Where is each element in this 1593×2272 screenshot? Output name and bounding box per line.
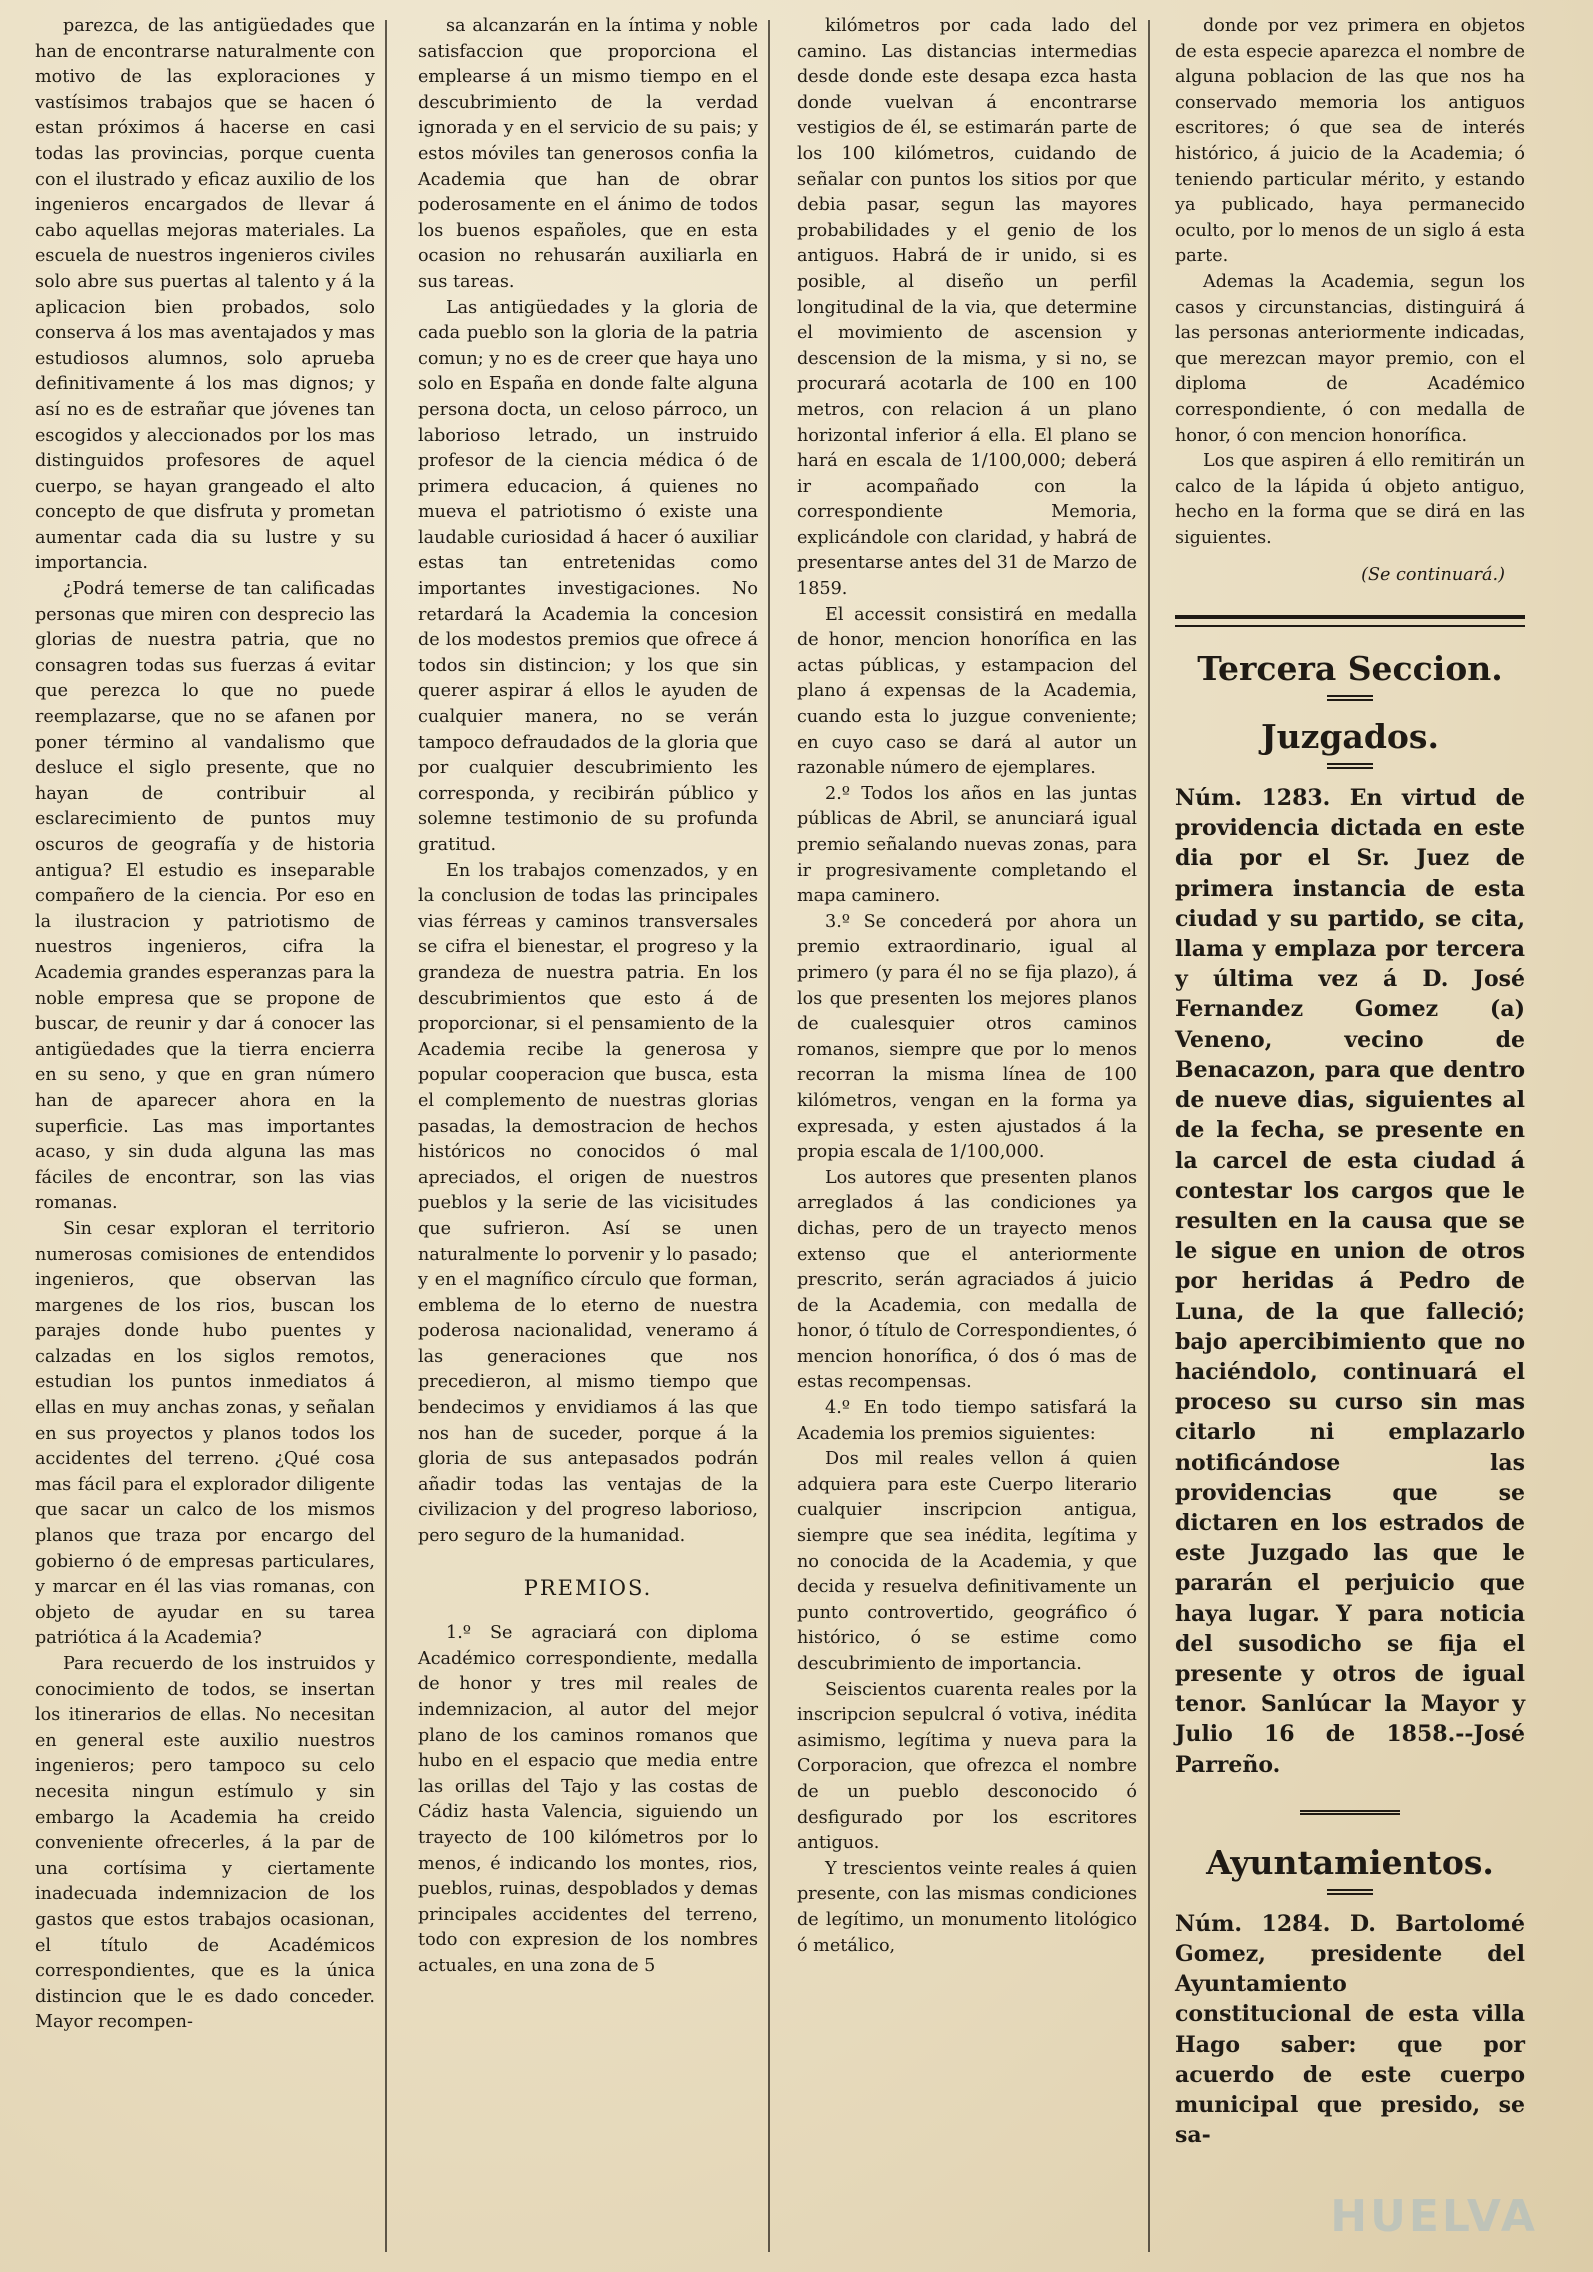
paragraph: El accessit consistirá en medalla de honor, mencion honorífica en las actas públicas, y estampacion del plano á expensas de la Academia, cuando esta lo juzgue conveniente; en cuyo caso se dará al autor un razonable número de ejemplares. [797, 604, 1137, 779]
archive-watermark: HUELVA [1330, 2191, 1538, 2242]
paragraph: 2.º Todos los años en las juntas públicas de Abril, se anunciará igual premio señalando nuevas zonas, para ir progresivamente completando el mapa caminero. [797, 783, 1137, 907]
juzgados-notice: Núm. 1283. En virtud de providencia dictada en este dia por el Sr. Juez de primera instancia de esta ciudad y su partido, se cita, llama y emplaza por tercera y última vez á D. José Fernandez Gomez (a) Veneno, vecino de Benacazon, para que dentro de nueve dias, siguientes al de la fecha, se presente en la carcel de esta ciudad á contestar los cargos que le resulten en la causa que se le sigue en union de otros por heridas á Pedro de Luna, de la que falleció; bajo apercibimiento que no haciéndolo, continuará el proceso su curso sin mas citarlo ni emplazarlo notificándose las providencias que se dictaren en los estrados de este Juzgado las que le pararán el perjuicio que haya lugar. Y para noticia del susodicho se fija el presente y otros de igual tenor. Sanlúcar la Mayor y Julio 16 de 1858.--José Parreño. [1175, 785, 1525, 1778]
premios-heading: PREMIOS. [523, 1575, 653, 1600]
paragraph: En los trabajos comenzados, y en la conclusion de todas las principales vias férreas y caminos transversales se cifra el bienestar, el progreso y la grandeza de nuestra patria. En los descubrimientos que esto á de proporcionar, si el pensamiento de la Academia recibe la generosa y popular cooperacion que busca, esta el complemento de nuestras glorias pasadas, la demostracion de hechos históricos no conocidos ó mal apreciados, el origen de nuestros pueblos y la serie de las vicisitudes que sufrieron. Así se unen naturalmente lo porvenir y lo pasado; y en el magnífico círculo que forman, emblema de lo eterno de nuestra poderosa nacionalidad, veneramo á las generaciones que nos precedieron, al mismo tiempo que bendecimos y envidiamos á las que nos han de suceder, porque á la gloria de sus antepasados podrán añadir todas las ventajas de la civilizacion y del progreso laborioso, pero seguro de la humanidad. [418, 860, 758, 1547]
paragraph: Para recuerdo de los instruidos y conocimiento de todos, se insertan los itinerarios de ellas. No necesitan en general este auxilio nuestros ingenieros; pero tampoco su celo necesita ningun estímulo y sin embargo la Academia ha creido conveniente ofrecerles, á la par de una cortísima y ciertamente inadecuada indemnizacion de los gastos que estos trabajos ocasionan, el título de Académicos correspondientes, que es la única distincion que le es dado conceder. Mayor recompen- [35, 1654, 375, 2033]
title-rule [1327, 763, 1373, 769]
paragraph: donde por vez primera en objetos de esta especie aparezca el nombre de alguna poblacion de las que nos ha conservado memoria los antiguos escritores; ó que sea de interés histórico, á juicio de la Academia; ó teniendo particular mérito, y estando ya publicado, haya permanecido oculto, por lo menos de un siglo á esta parte. [1175, 16, 1525, 267]
paragraph: Seiscientos cuarenta reales por la inscripcion sepulcral ó votiva, inédita asimismo, legítima y nueva para la Corporacion, que ofrezca el nombre de un pueblo desconocido ó desfigurado por los escritores antiguos. [797, 1679, 1137, 1854]
column-rule-3 [1148, 20, 1150, 2252]
title-rule [1327, 695, 1373, 701]
continuation-note: (Se continuará.) [1361, 565, 1505, 586]
section-divider [1175, 615, 1525, 627]
title-rule [1327, 1889, 1373, 1895]
ayuntamientos-notice: Núm. 1284. D. Bartolomé Gomez, presidente del Ayuntamiento constitucional de esta villa Hago saber: que por acuerdo de este cuerpo municipal que presido, se sa- [1175, 1910, 1525, 2149]
paragraph: 4.º En todo tiempo satisfará la Academia los premios siguientes: [797, 1398, 1137, 1444]
paragraph: Los que aspiren á ello remitirán un calco de la lápida ú objeto antiguo, hecho en la forma que se dirá en las siguientes. [1175, 451, 1525, 548]
paragraph: 1.º Se agraciará con diploma Académico correspondiente, medalla de honor y tres mil reales de indemnizacion, al autor del mejor plano de los caminos romanos que hubo en el espacio que media entre las orillas del Tajo y las costas de Cádiz hasta Valencia, siguiendo un trayecto de 100 kilómetros por lo menos, é indicando los montes, rios, pueblos, ruinas, despoblados y demas principales accidentes del terreno, todo con expresion de los nombres actuales, en una zona de 5 [418, 1623, 758, 1976]
column-3 [797, 14, 1137, 2258]
column-1 [35, 14, 375, 2258]
paragraph: Los autores que presenten planos arreglados á las condiciones ya dichas, pero de un trayecto menos extenso que el anteriormente prescrito, serán agraciados á juicio de la Academia, con medalla de honor, ó título de Correspondientes, ó mencion honorífica, ó dos ó mas de estas recompensas. [797, 1167, 1137, 1393]
paragraph: Ademas la Academia, segun los casos y circunstancias, distinguirá á las personas anteriormente indicadas, que merezcan mayor premio, con el diploma de Académico correspondiente, ó con medalla de honor, ó con mencion honorífica. [1175, 271, 1525, 446]
paragraph: Sin cesar exploran el territorio numerosas comisiones de entendidos ingenieros, que observan las margenes de los rios, buscan los parajes donde hubo puentes y calzadas en los siglos remotos, estudian los puntos inmediatos á ellas en muy anchas zonas, y señalan en sus proyectos y planos todos los accidentes del terreno. ¿Qué cosa mas fácil para el explorador diligente que sacar un calco de los mismos planos que traza por encargo del gobierno ó de empresas particulares, y marcar en él las vias romanas, con objeto de ayudar en su tarea patriótica á la Academia? [35, 1218, 375, 1649]
paragraph: Y trescientos veinte reales á quien presente, con las mismas condiciones de legítimo, un monumento litológico ó metálico, [797, 1858, 1137, 1956]
paragraph: kilómetros por cada lado del camino. Las distancias intermedias desde donde este desapa ezca hasta donde vuelvan á encontrarse vestigios de él, se estimarán parte de los 100 kilómetros, cuidando de señalar con puntos los sitios por que debia pasar, segun las mayores probabilidades y el genio de los antiguos. Habrá de ir unido, si es posible, al diseño un perfil longitudinal de la via, que determine el movimiento de ascension y descension de la misma, y si no, se procurará acotarla de 100 en 100 metros, con relacion á un plano horizontal inferior á ella. El plano se hará en escala de 1/100,000; deberá ir acompañado con la correspondiente Memoria, explicándole con claridad, y habrá de presentarse antes del 31 de Marzo de 1859. [797, 16, 1137, 600]
section-title: Tercera Seccion. [1197, 649, 1503, 689]
paragraph: ¿Podrá temerse de tan calificadas personas que miren con desprecio las glorias de nuestra patria, que no consagren todas sus fuerzas á evitar que perezca lo que no puede reemplazarse, que no se afanen por poner término al vandalismo que desluce el siglo presente, que no hayan de contribuir al esclarecimiento de puntos muy oscuros de geografía y de historia antigua? El estudio es inseparable compañero de la ciencia. Por eso en la ilustracion y patriotismo de nuestros ingenieros, cifra la Academia grandes esperanzas para la noble empresa que se propone de buscar, de reunir y dar á conocer las antigüedades que la tierra encierra en su seno, y que en gran número han de aparecer ahora en la superficie. Las mas importantes acaso, y sin duda alguna las mas fáciles de encontrar, son las vias romanas. [35, 579, 375, 1214]
paragraph: sa alcanzarán en la íntima y noble satisfaccion que proporciona el emplearse á un mismo tiempo en el descubrimiento de la verdad ignorada y en el servicio de su pais; y estos móviles tan generosos confia la Academia que han de obrar poderosamente en el ánimo de todos los buenos españoles, que en esta ocasion no rehusarán auxiliarla en sus tareas. [418, 16, 758, 292]
column-rule-1 [385, 20, 387, 2252]
paragraph: parezca, de las antigüedades que han de encontrarse naturalmente con motivo de las exploraciones y vastísimos trabajos que se hacen ó estan próximos á hacerse en casi todas las provincias, porque cuenta con el ilustrado y eficaz auxilio de los ingenieros encargados de llevar á cabo aquellas mejoras materiales. La escuela de nuestros ingenieros civiles solo abre sus puertas al talento y á la aplicacion bien probados, solo conserva á los mas aventajados y mas estudiosos alumnos, solo aprueba definitivamente á los mas dignos; y así no es de estrañar que jóvenes tan escogidos y aleccionados por los mas distinguidos profesores de aquel cuerpo, se hayan grangeado el alto concepto de que disfruta y prometan aumentar cada dia su lustre y su importancia. [35, 16, 375, 574]
column-2 [418, 14, 758, 2258]
paragraph: 3.º Se concederá por ahora un premio extraordinario, igual al primero (y para él no se fija plazo), á los que presenten los mejores planos de cualesquier otros caminos romanos, siempre que por lo menos recorran la misma línea de 100 kilómetros, vengan en la forma ya expresada, y esten ajustados á la propia escala de 1/100,000. [797, 911, 1137, 1163]
paragraph: Dos mil reales vellon á quien adquiera para este Cuerpo literario cualquier inscripcion antigua, siempre que sea inédita, legítima y no conocida de la Academia, y que decida y resuelva definitivamente un punto controvertido, geográfico ó histórico, ó se estime como descubrimiento de importancia. [797, 1449, 1137, 1674]
notice-divider [1300, 1810, 1400, 1815]
column-4 [1175, 14, 1525, 2258]
paragraph: Las antigüedades y la gloria de cada pueblo son la gloria de la patria comun; y no es de creer que haya uno solo en España en donde falte alguna persona docta, un celoso párroco, un laborioso letrado, un instruido profesor de la ciencia médica ó de primera educacion, á quienes no mueva el patriotismo ó existe una laudable curiosidad á hacer ó auxiliar estas tan entretenidas como importantes investigaciones. No retardará la Academia la concesion de los modestos premios que ofrece á todos sin distincion; y los que sin querer aspirar á ellos le ayuden de cualquier manera, no se verán tampoco defraudados de la gloria que por cualquier descubrimiento les corresponda, y recibirán público y solemne testimonio de su profunda gratitud. [418, 297, 758, 855]
column-rule-2 [768, 20, 770, 2252]
ayuntamientos-title: Ayuntamientos. [1206, 1842, 1494, 1882]
juzgados-title: Juzgados. [1261, 717, 1439, 757]
